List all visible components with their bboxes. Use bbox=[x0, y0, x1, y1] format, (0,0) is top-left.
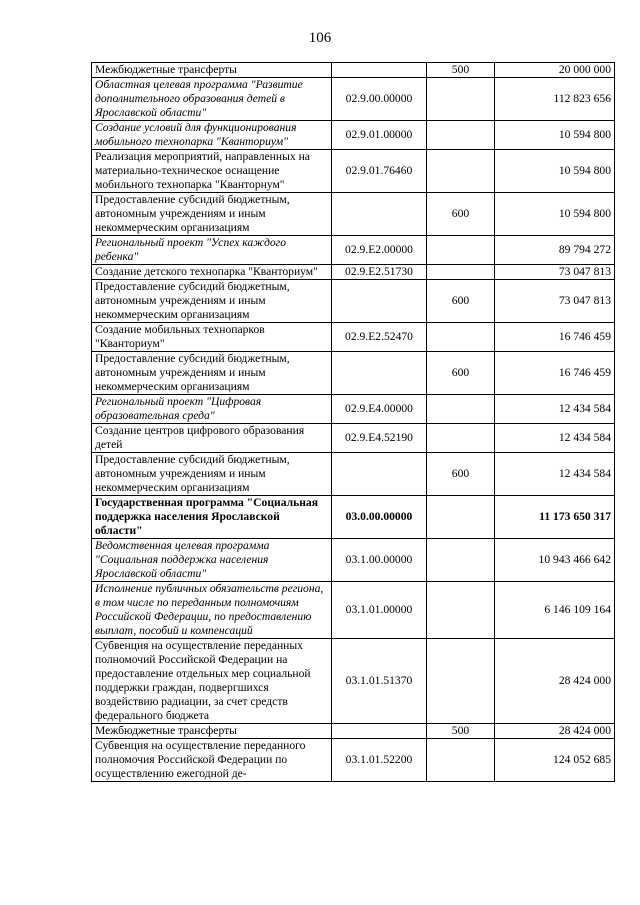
row-amount-cell: 89 794 272 bbox=[495, 236, 615, 265]
table-row bbox=[92, 236, 615, 265]
table-row bbox=[92, 352, 615, 395]
row-name-cell: Предоставление субсидий бюджетным, автономным учреждениям и иным некоммерческим организациям bbox=[92, 193, 332, 236]
row-expense-type-cell bbox=[427, 236, 495, 265]
row-expense-type-cell bbox=[427, 78, 495, 121]
row-name-cell: Создание центров цифрового образования детей bbox=[92, 424, 332, 453]
table-row bbox=[92, 323, 615, 352]
row-code-cell: 02.9.Е2.52470 bbox=[332, 323, 427, 352]
row-code-cell: 02.9.01.76460 bbox=[332, 150, 427, 193]
table-row bbox=[92, 739, 615, 782]
row-name-cell: Межбюджетные трансферты bbox=[92, 724, 332, 739]
table-row bbox=[92, 539, 615, 582]
row-name-cell: Создание условий для функционирования мобильного технопарка "Кванториум" bbox=[92, 121, 332, 150]
row-amount-cell: 12 434 584 bbox=[495, 395, 615, 424]
row-expense-type-cell bbox=[427, 496, 495, 539]
row-expense-type-cell: 500 bbox=[427, 63, 495, 78]
row-name-cell: Региональный проект "Успех каждого ребенка" bbox=[92, 236, 332, 265]
row-code-cell bbox=[332, 193, 427, 236]
row-amount-cell: 16 746 459 bbox=[495, 323, 615, 352]
row-name-cell: Субвенция на осуществление переданных полномочий Российской Федерации на предоставление отдельных мер социальной поддержки граждан, подвергшихся воздействию радиации, за счет средств федерального бюджета bbox=[92, 639, 332, 724]
table-row bbox=[92, 150, 615, 193]
budget-table-body bbox=[92, 63, 615, 782]
row-amount-cell: 12 434 584 bbox=[495, 453, 615, 496]
row-expense-type-cell bbox=[427, 582, 495, 639]
row-amount-cell: 28 424 000 bbox=[495, 639, 615, 724]
page-number: 106 bbox=[308, 30, 332, 46]
row-expense-type-cell bbox=[427, 323, 495, 352]
row-code-cell: 02.9.Е4.00000 bbox=[332, 395, 427, 424]
row-code-cell: 03.0.00.00000 bbox=[332, 496, 427, 539]
row-expense-type-cell: 600 bbox=[427, 352, 495, 395]
row-code-cell bbox=[332, 724, 427, 739]
table-row bbox=[92, 265, 615, 280]
table-row bbox=[92, 193, 615, 236]
table-row bbox=[92, 395, 615, 424]
row-name-cell: Создание мобильных технопарков "Кванториум" bbox=[92, 323, 332, 352]
row-code-cell: 02.9.Е4.52190 bbox=[332, 424, 427, 453]
row-name-cell: Исполнение публичных обязательств региона, в том числе по переданным полномочиям Российской Федерации, по предоставлению выплат, пособий и компенсаций bbox=[92, 582, 332, 639]
row-name-cell: Государственная программа "Социальная поддержка населения Ярославской области" bbox=[92, 496, 332, 539]
table-row bbox=[92, 453, 615, 496]
row-amount-cell: 73 047 813 bbox=[495, 265, 615, 280]
row-expense-type-cell bbox=[427, 150, 495, 193]
row-expense-type-cell bbox=[427, 395, 495, 424]
row-code-cell: 03.1.00.00000 bbox=[332, 539, 427, 582]
row-name-cell: Региональный проект "Цифровая образовательная среда" bbox=[92, 395, 332, 424]
row-amount-cell: 16 746 459 bbox=[495, 352, 615, 395]
row-name-cell: Ведомственная целевая программа "Социальная поддержка населения Ярославской области" bbox=[92, 539, 332, 582]
table-row bbox=[92, 639, 615, 724]
row-name-cell: Областная целевая программа "Развитие дополнительного образования детей в Ярославской области" bbox=[92, 78, 332, 121]
row-amount-cell: 20 000 000 bbox=[495, 63, 615, 78]
row-expense-type-cell: 500 bbox=[427, 724, 495, 739]
row-code-cell: 03.1.01.00000 bbox=[332, 582, 427, 639]
row-amount-cell: 10 594 800 bbox=[495, 121, 615, 150]
row-amount-cell: 10 594 800 bbox=[495, 193, 615, 236]
row-code-cell: 02.9.Е2.51730 bbox=[332, 265, 427, 280]
table-row bbox=[92, 424, 615, 453]
row-name-cell: Межбюджетные трансферты bbox=[92, 63, 332, 78]
row-amount-cell: 73 047 813 bbox=[495, 280, 615, 323]
row-expense-type-cell bbox=[427, 265, 495, 280]
row-amount-cell: 10 943 466 642 bbox=[495, 539, 615, 582]
table-row bbox=[92, 496, 615, 539]
row-amount-cell: 11 173 650 317 bbox=[495, 496, 615, 539]
table-row bbox=[92, 78, 615, 121]
row-code-cell: 02.9.00.00000 bbox=[332, 78, 427, 121]
row-expense-type-cell bbox=[427, 539, 495, 582]
row-code-cell: 03.1.01.51370 bbox=[332, 639, 427, 724]
row-expense-type-cell bbox=[427, 424, 495, 453]
row-expense-type-cell: 600 bbox=[427, 193, 495, 236]
row-name-cell: Предоставление субсидий бюджетным, автономным учреждениям и иным некоммерческим организациям bbox=[92, 453, 332, 496]
row-amount-cell: 112 823 656 bbox=[495, 78, 615, 121]
row-code-cell bbox=[332, 63, 427, 78]
row-name-cell: Субвенция на осуществление переданного полномочия Российской Федерации по осуществлению ежегодной де- bbox=[92, 739, 332, 782]
row-name-cell: Предоставление субсидий бюджетным, автономным учреждениям и иным некоммерческим организациям bbox=[92, 280, 332, 323]
row-code-cell bbox=[332, 453, 427, 496]
table-row bbox=[92, 724, 615, 739]
row-expense-type-cell: 600 bbox=[427, 453, 495, 496]
table-row bbox=[92, 582, 615, 639]
row-name-cell: Создание детского технопарка "Кванториум" bbox=[92, 265, 332, 280]
table-row bbox=[92, 280, 615, 323]
row-amount-cell: 10 594 800 bbox=[495, 150, 615, 193]
row-code-cell: 03.1.01.52200 bbox=[332, 739, 427, 782]
table-row bbox=[92, 121, 615, 150]
row-code-cell bbox=[332, 280, 427, 323]
row-code-cell bbox=[332, 352, 427, 395]
row-expense-type-cell bbox=[427, 739, 495, 782]
row-amount-cell: 124 052 685 bbox=[495, 739, 615, 782]
row-amount-cell: 12 434 584 bbox=[495, 424, 615, 453]
row-expense-type-cell bbox=[427, 639, 495, 724]
budget-table bbox=[91, 62, 615, 782]
table-row bbox=[92, 63, 615, 78]
row-amount-cell: 6 146 109 164 bbox=[495, 582, 615, 639]
row-expense-type-cell bbox=[427, 121, 495, 150]
row-name-cell: Предоставление субсидий бюджетным, автономным учреждениям и иным некоммерческим организациям bbox=[92, 352, 332, 395]
row-code-cell: 02.9.Е2.00000 bbox=[332, 236, 427, 265]
row-expense-type-cell: 600 bbox=[427, 280, 495, 323]
row-code-cell: 02.9.01.00000 bbox=[332, 121, 427, 150]
row-amount-cell: 28 424 000 bbox=[495, 724, 615, 739]
row-name-cell: Реализация мероприятий, направленных на материально-техническое оснащение мобильного технопарка "Кванторнум" bbox=[92, 150, 332, 193]
